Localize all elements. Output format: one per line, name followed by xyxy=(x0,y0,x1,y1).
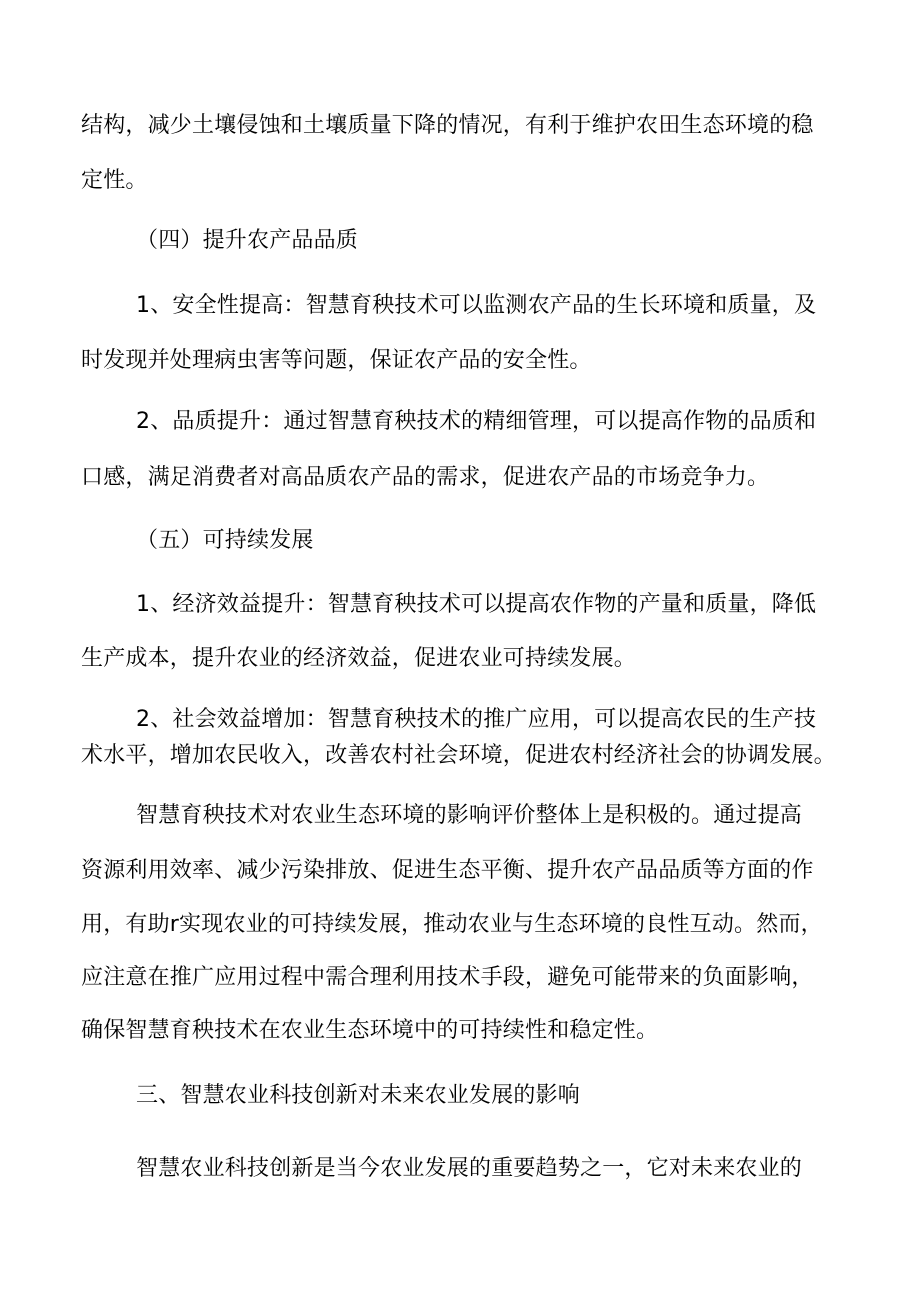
summary-paragraph-line-5: 确保智慧育秧技术在农业生态环境中的可持续性和稳定性。 xyxy=(81,1018,659,1043)
item-economic-line-1: 1、经济效益提升：智慧育秧技术可以提高农作物的产量和质量，降低 xyxy=(136,592,817,617)
paragraph-continuation-line-1: 结构，减少土壤侵蚀和土壤质量下降的情况，有利于维护农田生态环境的稳 xyxy=(81,113,814,138)
summary-paragraph-line-1: 智慧育秧技术对农业生态环境的影响评价整体上是积极的。通过提高 xyxy=(136,803,803,828)
item-quality-line-1: 2、品质提升：通过智慧育秧技术的精细管理，可以提高作物的品质和 xyxy=(136,409,817,434)
section-heading-four: （四）提升农产品品质 xyxy=(136,228,359,253)
summary-paragraph-line-3: 用，有助r实现农业的可持续发展，推动农业与生态环境的良性互动。然而， xyxy=(81,912,823,937)
section-heading-five: （五）可持续发展 xyxy=(136,528,314,553)
item-social-line-2: 术水平，增加农民收入，改善农村社会环境，促进农村经济社会的协调发展。 xyxy=(81,743,836,768)
paragraph-continuation-line-2: 定性。 xyxy=(81,168,148,193)
item-safety-line-2: 时发现并处理病虫害等问题，保证农产品的安全性。 xyxy=(81,348,592,373)
chapter-heading-three: 三、智慧农业科技创新对未来农业发展的影响 xyxy=(136,1083,581,1108)
summary-paragraph-line-4: 应注意在推广应用过程中需合理利用技术手段，避免可能带来的负面影响， xyxy=(81,965,814,990)
item-quality-line-2: 口感，满足消费者对高品质农产品的需求，促进农产品的市场竞争力。 xyxy=(81,465,770,490)
item-safety-line-1: 1、安全性提高：智慧育秧技术可以监测农产品的生长环境和质量，及 xyxy=(136,293,817,318)
item-social-line-1: 2、社会效益增加：智慧育秧技术的推广应用，可以提高农民的生产技 xyxy=(136,707,817,732)
intro-paragraph-line-1: 智慧农业科技创新是当今农业发展的重要趋势之一，它对未来农业的 xyxy=(136,1156,803,1181)
summary-paragraph-line-2: 资源利用效率、减少污染排放、促进生态平衡、提升农产品品质等方面的作 xyxy=(81,858,814,883)
item-economic-line-2: 生产成本，提升农业的经济效益，促进农业可持续发展。 xyxy=(81,646,637,671)
